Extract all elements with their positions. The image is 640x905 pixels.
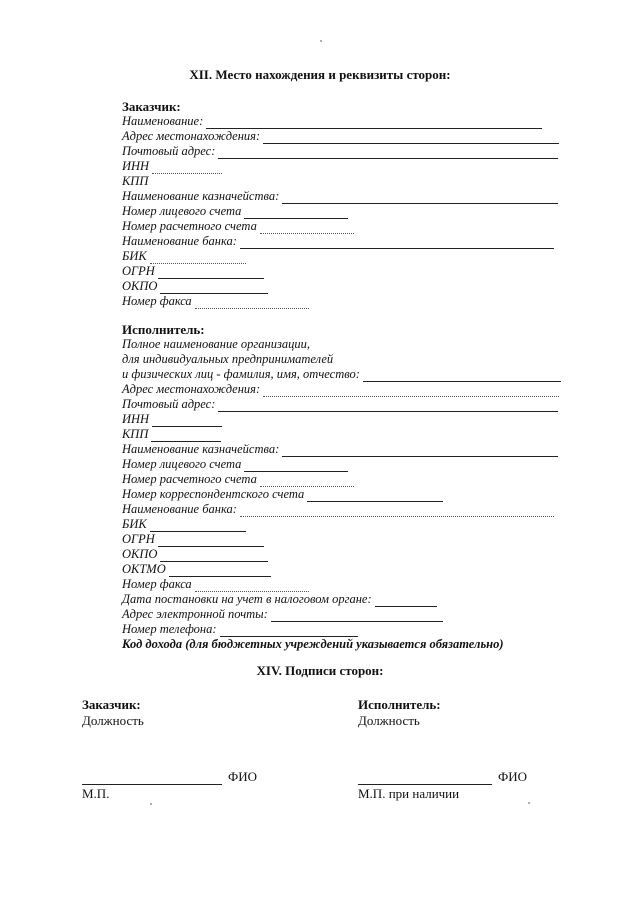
customer-stamp-label: М.П. [82, 786, 110, 801]
scan-speck [528, 802, 530, 804]
fill-line [158, 535, 264, 547]
fill-line [240, 237, 554, 249]
customer-fio-label: ФИО [228, 769, 258, 784]
scan-speck [320, 40, 322, 42]
customer-field-treasury: Наименование казначейства: [122, 189, 582, 204]
customer-sign-heading: Заказчик: [82, 697, 141, 712]
fill-line [206, 117, 542, 129]
customer-field-ogrn: ОГРН [122, 264, 582, 279]
executor-field-settlement-account: Номер расчетного счета [122, 472, 582, 487]
executor-field-oktmo: ОКТМО [122, 562, 582, 577]
scan-speck [150, 803, 152, 805]
signatures-title: XIV. Подписи сторон: [256, 663, 384, 678]
executor-signature-line [358, 769, 527, 785]
executor-field-phone: Номер телефона: [122, 622, 582, 637]
fill-line [271, 610, 443, 622]
executor-field-fax: Номер факса [122, 577, 582, 592]
fill-line [195, 580, 309, 592]
fill-line [169, 565, 271, 577]
fill-line [218, 147, 558, 159]
fill-line [150, 252, 246, 264]
fill-line [220, 625, 358, 637]
customer-signature-line [82, 769, 257, 785]
fill-line [160, 282, 268, 294]
executor-position: Должность [358, 713, 420, 728]
executor-field-bik: БИК [122, 517, 582, 532]
executor-field-personal-account: Номер лицевого счета [122, 457, 582, 472]
executor-field-bank: Наименование банка: [122, 502, 582, 517]
executor-field-inn: ИНН [122, 412, 582, 427]
executor-requisites [122, 322, 582, 652]
fill-line [307, 490, 443, 502]
executor-stamp-label: М.П. при наличии [358, 786, 460, 801]
executor-field-address: Адрес местонахождения: [122, 382, 582, 397]
executor-signature-block [358, 697, 441, 729]
customer-field-address: Адрес местонахождения: [122, 129, 582, 144]
fill-line [150, 520, 246, 532]
fill-line [151, 430, 221, 442]
executor-name-line-1: Полное наименование организации, [122, 337, 311, 351]
executor-fio-label: ФИО [498, 769, 528, 784]
fill-line [375, 595, 437, 607]
customer-field-fax: Номер факса [122, 294, 582, 309]
fill-line [152, 162, 222, 174]
section-title: XII. Место нахождения и реквизиты сторон: [189, 67, 451, 82]
executor-name-line-2: для индивидуальных предпринимателей [122, 352, 334, 366]
executor-field-tax-registration: Дата постановки на учет в налоговом органе: [122, 592, 582, 607]
executor-field-treasury: Наименование казначейства: [122, 442, 582, 457]
fill-line [263, 132, 559, 144]
executor-field-email: Адрес электронной почты: [122, 607, 582, 622]
executor-heading: Исполнитель: [122, 322, 205, 337]
executor-field-okpo: ОКПО [122, 547, 582, 562]
fill-line [244, 460, 348, 472]
fill-line [195, 297, 309, 309]
customer-heading: Заказчик: [122, 99, 181, 114]
customer-field-inn: ИНН [122, 159, 582, 174]
customer-field-postal: Почтовый адрес: [122, 144, 582, 159]
fill-line [160, 550, 268, 562]
executor-field-kpp: КПП [122, 427, 582, 442]
executor-sign-heading: Исполнитель: [358, 697, 441, 712]
executor-name-line-3: и физических лиц - фамилия, имя, отчество: [122, 367, 582, 382]
fill-line [282, 445, 558, 457]
customer-field-bik: БИК [122, 249, 582, 264]
executor-income-code: Код дохода (для бюджетных учреждений указывается обязательно) [122, 637, 504, 651]
fill-line [240, 505, 554, 517]
customer-position: Должность [82, 713, 144, 728]
fill-line [218, 400, 558, 412]
executor-field-ogrn: ОГРН [122, 532, 582, 547]
fill-line [363, 370, 561, 382]
customer-field-name: Наименование: [122, 114, 582, 129]
customer-field-bank: Наименование банка: [122, 234, 582, 249]
fill-line [282, 192, 558, 204]
executor-field-corr-account: Номер корреспондентского счета [122, 487, 582, 502]
fill-line [244, 207, 348, 219]
customer-field-personal-account: Номер лицевого счета [122, 204, 582, 219]
fill-line [260, 222, 354, 234]
customer-field-kpp: КПП [122, 174, 149, 188]
signature-fill-line [82, 772, 222, 785]
signature-fill-line [358, 772, 492, 785]
fill-line [152, 415, 222, 427]
customer-signature-block [82, 697, 144, 729]
customer-requisites [122, 99, 582, 309]
fill-line [158, 267, 264, 279]
fill-line [260, 475, 354, 487]
fill-line [263, 385, 559, 397]
customer-field-settlement-account: Номер расчетного счета [122, 219, 582, 234]
executor-field-postal: Почтовый адрес: [122, 397, 582, 412]
customer-field-okpo: ОКПО [122, 279, 582, 294]
